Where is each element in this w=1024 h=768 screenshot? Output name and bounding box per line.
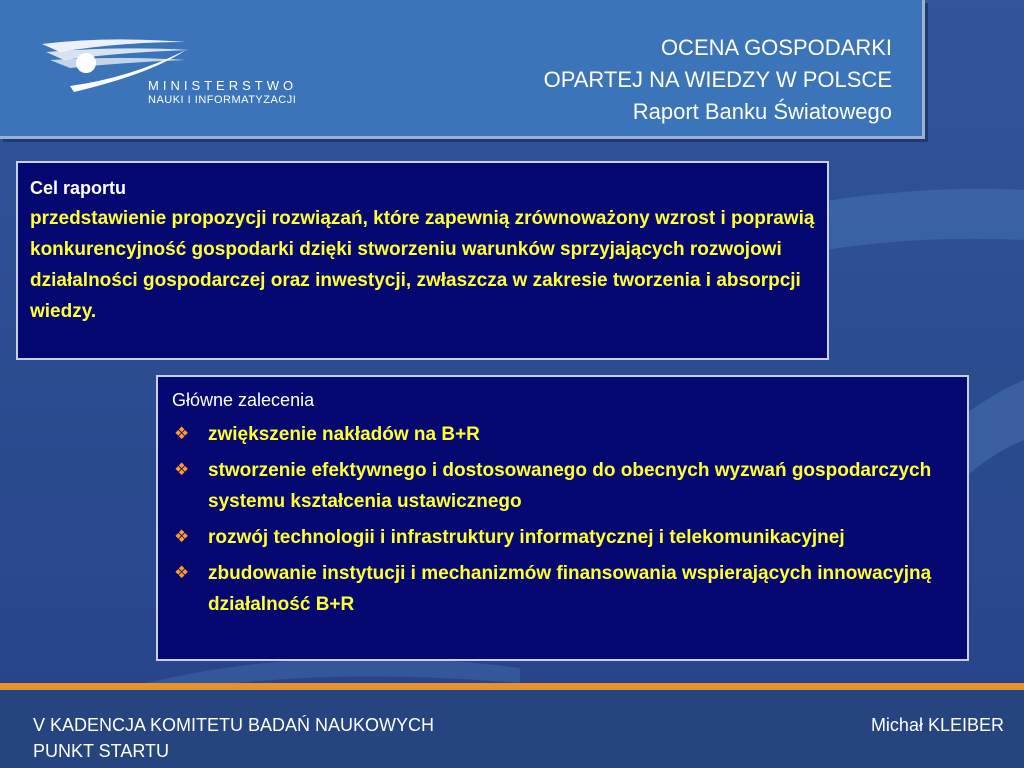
footer-subtitle: PUNKT STARTU: [33, 741, 170, 761]
recommendation-text: rozwój technologii i infrastruktury informatycznej i telekomunikacyjnej: [208, 527, 845, 548]
footer-author: Michał KLEIBER: [870, 715, 1004, 735]
diamond-bullet-icon: ❖: [174, 460, 190, 479]
logo-text-ministry: MINISTERSTWO: [148, 78, 298, 93]
diamond-bullet-icon: ❖: [174, 527, 190, 546]
title-line-2: OPARTEJ NA WIEDZY W POLSCE: [543, 67, 892, 92]
diamond-bullet-icon: ❖: [174, 563, 190, 582]
recommendation-text: stworzenie efektywnego i dostosowanego do obecnych wyzwań gospodarczych systemu kształcenia ustawicznego: [208, 460, 932, 512]
recommendations-list: [172, 419, 953, 620]
slide-title: [544, 32, 892, 128]
goal-text: przedstawienie propozycji rozwiązań, które zapewnią zrównoważony wzrost i poprawią konkurencyjność gospodarki dzięki stworzeniu warunków sprzyjających rozwojowi działalności gospodarczej oraz inwestycji, zwłaszcza w zakresie tworzenia i absorpcji wiedzy.: [30, 208, 815, 322]
recommendation-text: zbudowanie instytucji i mechanizmów finansowania wspierających innowacyjną działalność B+R: [208, 563, 932, 615]
list-item: [172, 455, 953, 517]
logo-text-department: NAUKI I INFORMATYZACJI: [148, 94, 297, 106]
recommendations-heading: Główne zalecenia: [172, 390, 315, 410]
footer-left: [33, 712, 434, 764]
footer-committee: V KADENCJA KOMITETU BADAŃ NAUKOWYCH: [33, 715, 435, 735]
diamond-bullet-icon: ❖: [174, 424, 190, 443]
report-goal-box: [16, 161, 829, 360]
list-item: [172, 558, 953, 620]
list-item: [172, 522, 953, 553]
title-line-1: OCENA GOSPODARKI: [660, 35, 892, 60]
accent-divider: [0, 683, 1024, 690]
title-line-3: Raport Banku Światowego: [632, 99, 892, 124]
recommendation-text: zwiększenie nakładów na B+R: [208, 424, 480, 445]
goal-heading: Cel raportu: [30, 178, 127, 198]
list-item: [172, 419, 953, 450]
slide-header: [0, 0, 925, 139]
recommendations-box: [156, 375, 969, 661]
